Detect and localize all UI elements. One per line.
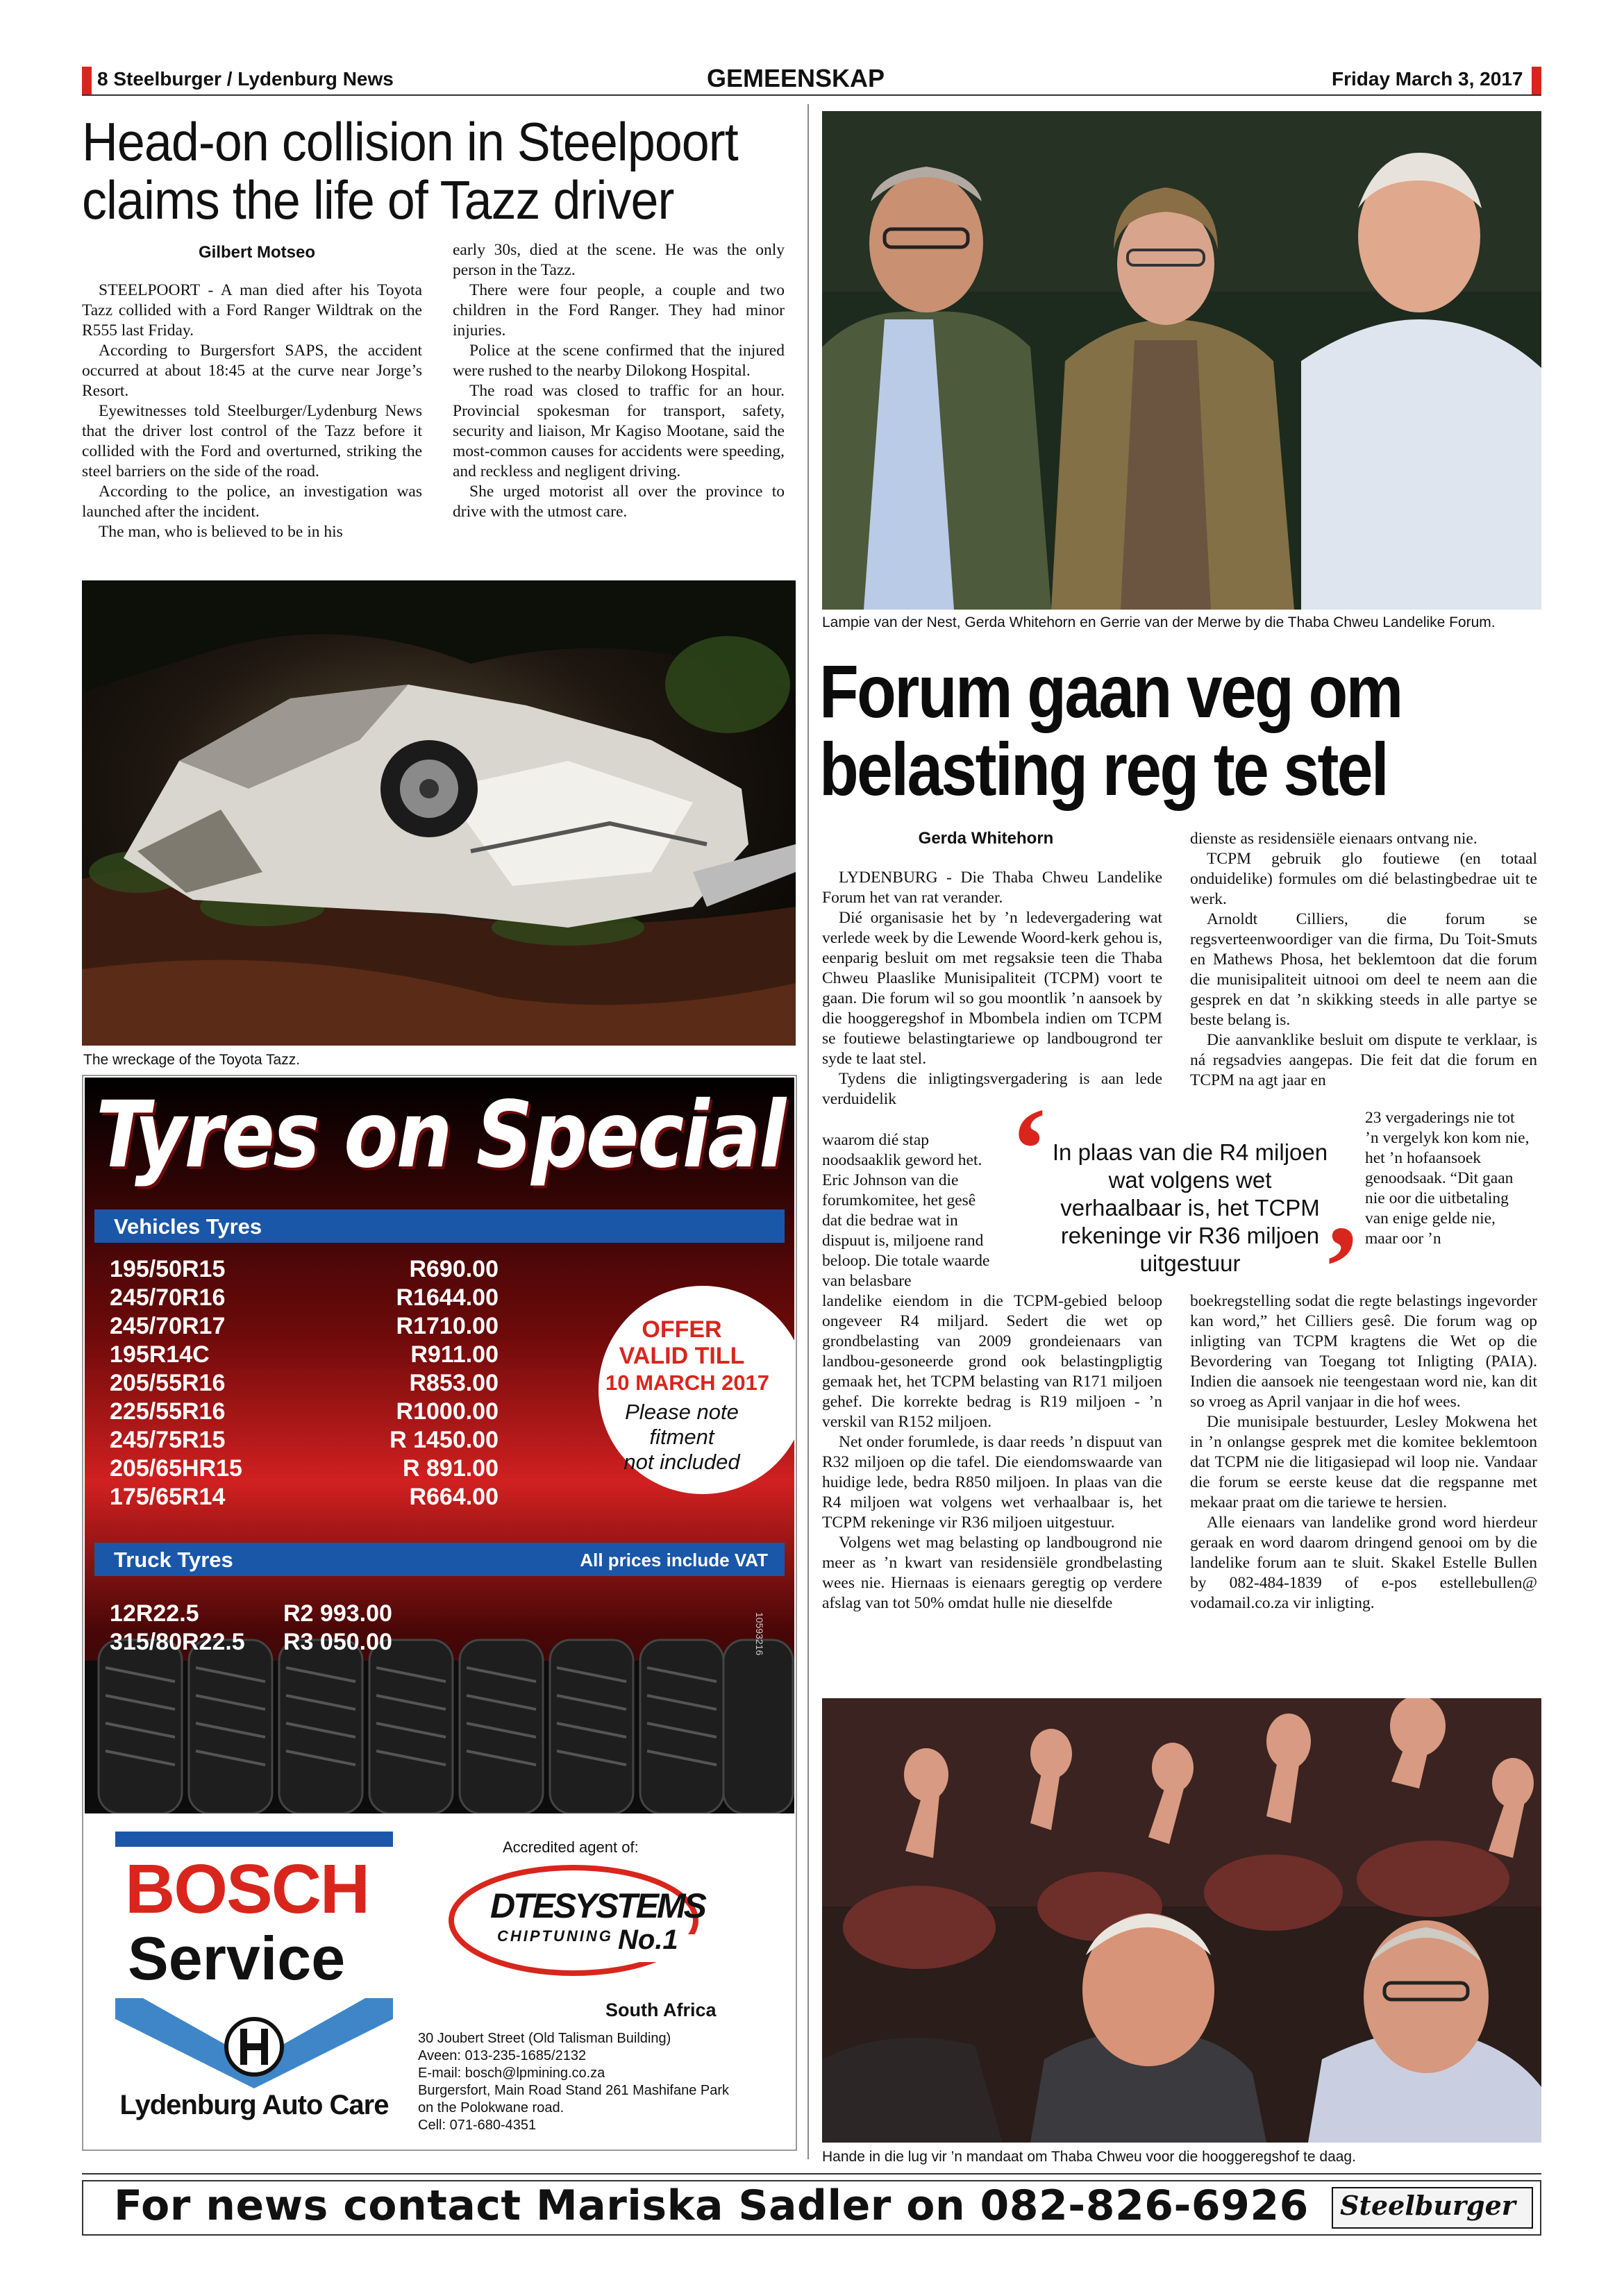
wreckage-photo — [82, 580, 796, 1046]
tyre-size: 195/50R15 — [110, 1256, 226, 1282]
article2-paragraph: landelike eiendom in die TCPM-gebied beloop ongeveer R4 miljard. Sedert die wet op grondbelasting van 2009 grondeienaars van landbou-gesoneerde grond ook belastingpligtig gemaak het, het TCPM belasting van R171 miljoen gehef. Die korrekte bedrag is R19 miljoen - ’n verskil van R152 miljoen. — [822, 1292, 1162, 1431]
address-line: on the Polokwane road. — [418, 2100, 564, 2115]
tyre-size: 205/65HR15 — [110, 1455, 242, 1482]
tyre-size: 245/75R15 — [110, 1427, 226, 1453]
pull-quote: In plaas van die R4 miljoen wat volgens wet verhaalbaar is, het TCPM rekeninge vir R36 miljoen uitgestuur — [1052, 1139, 1328, 1276]
tyre-row — [110, 1255, 499, 1284]
article1-paragraph: According to Burgersfort SAPS, the accident occurred at about 18:45 at the curve near Jorge’s Resort. — [82, 342, 422, 400]
offer-line: fitment — [649, 1425, 714, 1449]
business-name: Lydenburg Auto Care — [119, 2090, 389, 2120]
masthead-rule — [82, 94, 1541, 96]
tyre-price: R911.00 — [410, 1341, 499, 1368]
address-line: E-mail: bosch@lpmining.co.za — [418, 2065, 605, 2081]
tyre-row — [110, 1312, 499, 1341]
ad-title: Tyres on Special — [96, 1082, 785, 1189]
tyre-price: R690.00 — [409, 1256, 499, 1282]
dte-no1: No.1 — [618, 1925, 678, 1955]
tyre-row — [110, 1284, 499, 1312]
ad-code: 10593216 — [754, 1612, 765, 1656]
truck-tyres-banner — [94, 1543, 785, 1576]
article2-paragraph: Die munisipale bestuurder, Lesley Mokwena het in ’n onlangse gesprek met die komitee beklemtoon dat TCPM nie die litigasiepad wil loop nie. Vandaar die forum se eerste keuse dat die regspanne met mekaar praat om die tariewe te hersien. — [1190, 1413, 1537, 1511]
vehicles-tyres-banner — [94, 1209, 785, 1243]
article2-paragraph: Arnoldt Cilliers, die forum se regsverteenwoordiger van die firma, Du Toit-Smuts en Mathews Phosa, het beklemtoon dat die forum die munisipaliteit uitnooi om deel te neem aan die gesprek en dat ’n skikking steeds in alle partye se beste belang is. — [1190, 910, 1537, 1029]
article2-column2-narrow: 23 vergaderings nie tot ’n vergelyk kon kom nie, het ’n hofaansoek genoodsaak. “Dit gaan nie oor die uitbetaling van enige gelde nie, maar oor ’n — [1365, 1109, 1530, 1248]
address-line: Aveen: 013-235-1685/2132 — [418, 2048, 587, 2063]
article2-column2-top — [1190, 829, 1537, 1091]
tyre-row — [110, 1426, 499, 1455]
article2-column1-narrow: waarom dié stap noodsaaklik geword het. Eric Johnson van die forumkomitee, het gesê dat die bedrae wat in dispuut is, miljoene rand beloop. Die totale waarde van belasbare — [822, 1131, 990, 1290]
article1-paragraph: There were four people, a couple and two children in the Ford Ranger. They had minor injuries. — [453, 281, 785, 340]
tyre-row — [110, 1398, 499, 1426]
article1-paragraph: The man, who is believed to be in his — [99, 523, 343, 541]
article2-paragraph: Die aanvanklike besluit om dispute te verklaar, is ná regsadvies aangepas. Die feit dat die forum en TCPM na agt jaar en — [1190, 1031, 1537, 1089]
offer-line: Please note — [625, 1400, 739, 1424]
tyre-price: R1000.00 — [396, 1398, 499, 1425]
tyre-size: 175/65R14 — [110, 1484, 226, 1510]
steelburger-footer-logo — [1332, 2187, 1533, 2229]
tyre-size: 225/55R16 — [110, 1398, 226, 1425]
article2-paragraph: Volgens wet mag belasting op landbougrond nie meer as ’n kwart van residensiële grondbelasting wees nie. Hiernaas is eienaars geregtig op verdere afslag van tot 50% omdat hulle nie dieselfde — [822, 1534, 1162, 1612]
hands-raised-photo — [822, 1698, 1541, 2143]
address-line: Cell: 071-680-4351 — [418, 2118, 537, 2133]
open-quote-icon: ‘ — [1010, 1084, 1049, 1214]
article1-column2 — [453, 240, 785, 522]
article1-paragraph: According to the police, an investigation was launched after the incident. — [82, 483, 422, 521]
tyre-row — [110, 1628, 415, 1657]
tyre-price: R1644.00 — [396, 1284, 499, 1311]
offer-line: VALID TILL — [619, 1343, 745, 1369]
bosch-logo-block — [115, 1832, 393, 2130]
article2-column1-top — [822, 868, 1162, 1109]
article1-column1 — [82, 280, 422, 542]
issue-date: Friday March 3, 2017 — [1332, 68, 1523, 90]
article2-byline: Gerda Whitehorn — [918, 829, 1054, 848]
article1-paragraph: early 30s, died at the scene. He was the only person in the Tazz. — [453, 241, 785, 279]
article2-column2-bottom — [1190, 1291, 1537, 1614]
article1-headline-line1: Head-on collision in Steelpoort — [82, 111, 738, 172]
tyre-price: R664.00 — [409, 1484, 499, 1510]
tyre-price: R2 993.00 — [283, 1600, 392, 1627]
tyre-row — [110, 1369, 499, 1398]
article2-paragraph: LYDENBURG - Die Thaba Chweu Landelike Forum het van rat verander. — [822, 869, 1162, 907]
article1-paragraph: Police at the scene confirmed that the injured were rushed to the nearby Dilokong Hospital. — [453, 342, 785, 380]
article2-paragraph: dienste as residensiële eienaars ontvang nie. — [1190, 830, 1477, 848]
tyre-price: R 891.00 — [403, 1455, 499, 1482]
tyre-price: R 1450.00 — [390, 1427, 499, 1453]
tyre-size: 245/70R16 — [110, 1284, 226, 1311]
hands-photo-caption: Hande in die lug vir ’n mandaat om Thaba Chweu voor die hooggeregshof te daag. — [822, 2149, 1356, 2165]
offer-line: not included — [623, 1450, 740, 1474]
tyre-size: 315/80R22.5 — [110, 1629, 245, 1655]
close-quote-icon: ’ — [1322, 1202, 1362, 1332]
article2-paragraph: Tydens die inligtingsvergadering is aan lede verduidelik — [822, 1070, 1162, 1108]
dte-name: DTESYSTEMS — [490, 1886, 705, 1925]
truck-tyres-label: Truck Tyres — [114, 1548, 233, 1572]
section-title: GEMEENSKAP — [707, 64, 885, 92]
tyre-row — [110, 1455, 499, 1483]
address-line: 30 Joubert Street (Old Talisman Building) — [418, 2031, 671, 2046]
column-divider — [807, 104, 809, 2159]
tyre-row — [110, 1483, 499, 1511]
forum-photo-caption: Lampie van der Nest, Gerda Whitehorn en Gerrie van der Merwe by die Thaba Chweu Landelike Forum. — [822, 614, 1496, 630]
article2-column1-bottom — [822, 1291, 1162, 1614]
article1-paragraph: Eyewitnesses told Steelburger/Lydenburg News that the driver lost control of the Tazz before it collided with the Ford and overturned, striking the steel barriers on the side of the road. — [82, 402, 422, 480]
article1-paragraph: The road was closed to traffic for an hour. Provincial spokesman for transport, safety, security and liaison, Mr Kagiso Mootane, said the most-common causes for accidents were speeding, and reckless and negligent driving. — [453, 382, 785, 480]
tyre-size: 195R14C — [110, 1341, 210, 1368]
article1-byline: Gilbert Motseo — [198, 243, 315, 262]
steelburger-logo-text: Steelburger — [1340, 2190, 1516, 2221]
article2-paragraph: Net onder forumlede, is daar reeds ’n dispuut van R32 miljoen op die tafel. Die eiendomswaarde van huidige lede, bedra R850 miljoen. In plaas van die R4 miljoen wat volgens wet verhaalbaar is, het TCPM rekeninge vir R36 miljoen uitgestuur. — [822, 1433, 1162, 1532]
article2-paragraph: TCPM gebruik glo foutiewe (en totaal onduidelike) formules om dié belastingbedrae uit te werk. — [1190, 850, 1537, 908]
bosch-top-stripe — [115, 1832, 393, 1847]
footer-news-contact: For news contact Mariska Sadler on 082-826-6926 — [114, 2181, 1309, 2230]
forum-group-photo — [822, 111, 1541, 610]
wreckage-photo-caption: The wreckage of the Toyota Tazz. — [83, 1052, 301, 1068]
article1-paragraph: STEELPOORT - A man died after his Toyota Tazz collided with a Ford Ranger Wildtrak on the R555 last Friday. — [82, 281, 422, 340]
footer-rule-top — [82, 2173, 1541, 2175]
vehicle-tyre-list — [110, 1255, 499, 1511]
tyre-size: 245/70R17 — [110, 1313, 226, 1339]
dte-sub: CHIPTUNING — [497, 1927, 613, 1945]
accredited-label: Accredited agent of: — [503, 1838, 639, 1856]
page-section-label: 8 Steelburger / Lydenburg News — [97, 68, 394, 90]
tyre-price: R1710.00 — [396, 1313, 499, 1339]
masthead-left-marker — [82, 67, 92, 94]
truck-tyre-list — [110, 1600, 415, 1657]
article2-headline-line1: Forum gaan veg om — [819, 649, 1402, 733]
article2-paragraph: Dié organisasie het by ’n ledevergadering wat verlede week by die Lewende Woord-kerk gehou is, eenparig besluit om met regsaksie teen die Thaba Chweu Plaaslike Munisipaliteit (TCPM) voort te gaan. Die forum wil so gou moontlik ’n aansoek by die hooggeregshof in Mbombela indien om TCPM se foutiewe belastingtariewe op landbougrond ter syde te laat stel. — [822, 909, 1162, 1068]
service-wordmark: Service — [128, 1924, 346, 1993]
dte-region: South Africa — [605, 2000, 717, 2020]
contact-address — [418, 2030, 793, 2134]
offer-badge — [598, 1286, 794, 1494]
tyre-size: 12R22.5 — [110, 1600, 199, 1627]
tyre-row — [110, 1341, 499, 1369]
address-line: Burgersfort, Main Road Stand 261 Mashifane Park — [418, 2083, 730, 2098]
bosch-wordmark: BOSCH — [125, 1850, 369, 1928]
article2-headline-line2: belasting reg te stel — [819, 727, 1388, 811]
tyres-advertisement — [85, 1078, 794, 1813]
bosch-armature-icon — [221, 2013, 287, 2080]
tyre-row — [110, 1600, 415, 1628]
article1-paragraph: She urged motorist all over the province to drive with the utmost care. — [453, 483, 785, 521]
offer-line: OFFER — [642, 1316, 722, 1343]
article2-paragraph: boekregstelling sodat die regte belastings ingevorder kan word,” het Cilliers gesê. Die forum wag op inligting van TCPM kragtens die Wet op die Bevordering van Toegang tot Inligting (PAIA). Indien die aansoek nie teengestaan word nie, kan dit so vroeg as April vanjaar in die hof wees. — [1190, 1292, 1537, 1411]
vehicles-tyres-label: Vehicles Tyres — [114, 1214, 262, 1239]
tyre-size: 205/55R16 — [110, 1370, 226, 1396]
masthead-right-marker — [1532, 67, 1541, 94]
tyre-price: R853.00 — [409, 1370, 499, 1396]
tyre-price: R3 050.00 — [283, 1629, 392, 1655]
article1-headline-line2: claims the life of Tazz driver — [82, 169, 674, 231]
offer-line: 10 MARCH 2017 — [605, 1371, 770, 1395]
article2-paragraph: Alle eienaars van landelike grond word hierdeur geraak en word daarom dringend genooi om by die landelike forum aan te sluit. Skakel Estelle Bullen by 082-484-1839 of e-pos estellebullen@ vodamail.co.za vir inligting. — [1190, 1514, 1537, 1612]
vat-note: All prices include VAT — [580, 1550, 768, 1570]
